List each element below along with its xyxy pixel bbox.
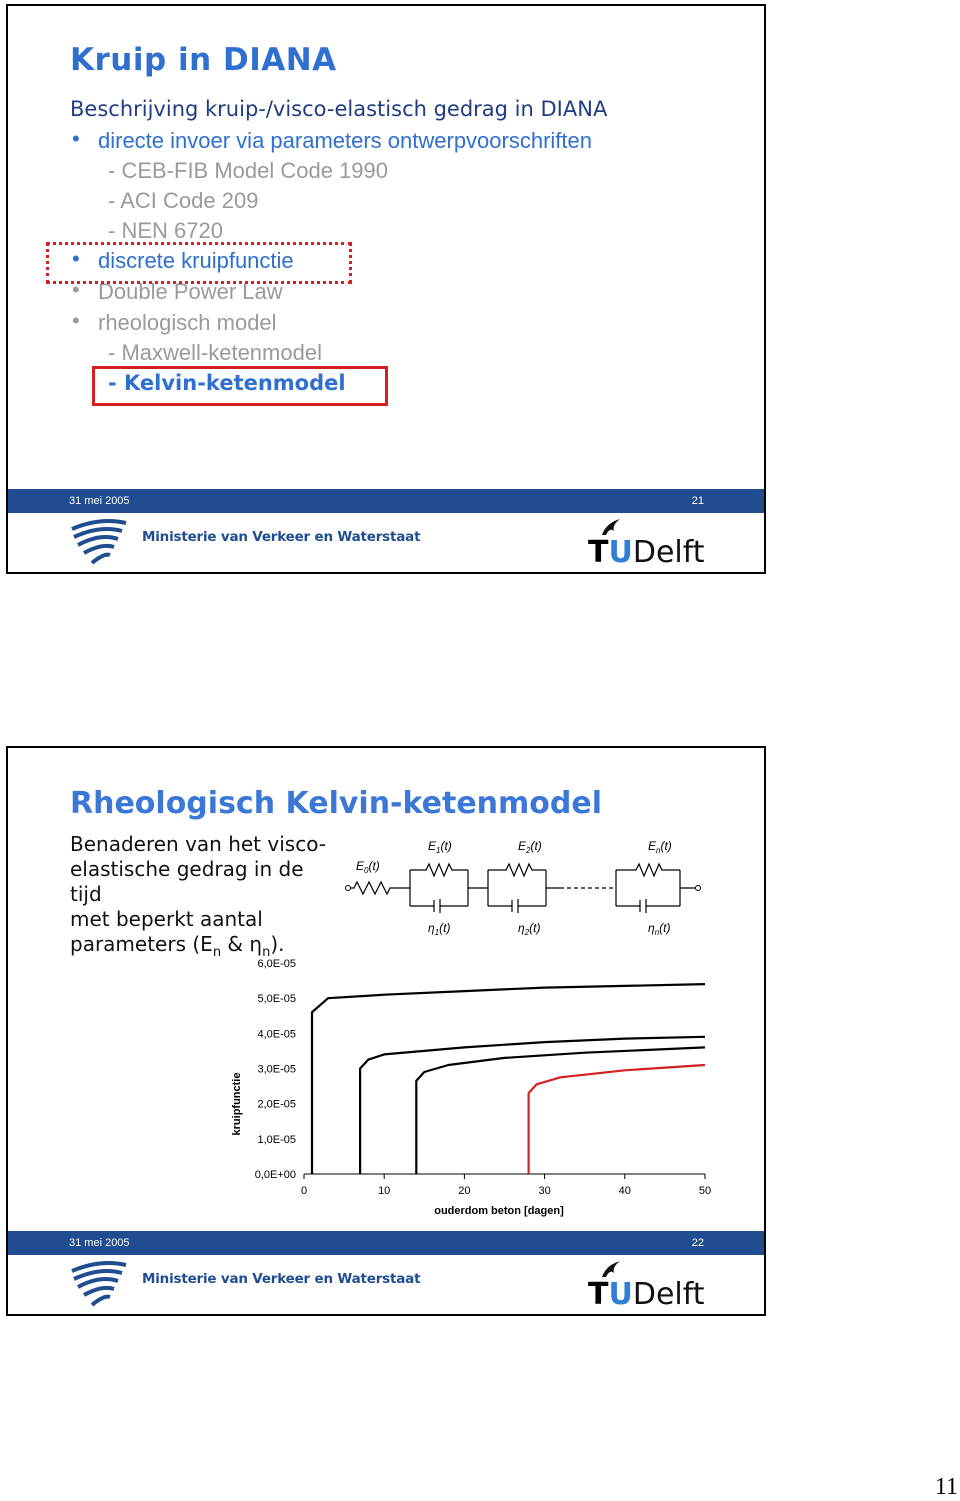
etan-label: $\eta_n(t)$ <box>648 921 671 937</box>
ministry-logo-icon <box>70 1259 130 1311</box>
x-tick-label: 50 <box>698 1185 712 1197</box>
ministry-logo-icon <box>70 517 130 569</box>
kelvin-chain-diagram <box>344 832 724 942</box>
bullet-rheologisch-model: rheologisch model <box>98 310 277 335</box>
x-tick-label: 0 <box>300 1185 308 1197</box>
footer-page-number: 21 <box>691 495 704 507</box>
bullet-dot: • <box>72 246 80 271</box>
e1-label: $E_1(t)$ <box>428 839 452 855</box>
eta1-label: $\eta_1(t)$ <box>428 921 451 937</box>
bullet-dot: • <box>72 308 80 333</box>
sub-item-kelvin: - Kelvin-ketenmodel <box>108 371 346 395</box>
x-tick-label: 30 <box>538 1185 551 1197</box>
x-tick-label: 40 <box>618 1185 631 1197</box>
y-tick-label: 2,0E-05 <box>257 1098 296 1111</box>
tu-flame-icon <box>598 1259 624 1279</box>
sub-item-ceb-fib: - CEB-FIB Model Code 1990 <box>108 158 389 183</box>
tu-delft-logo: TUDelft <box>588 535 705 570</box>
slide-footer <box>8 1231 764 1255</box>
slide-description: Benaderen van het visco- elastische gedrag in de tijd met beperkt aantal parameters ($E_n$ & $\eta_n$). <box>70 832 327 960</box>
ministry-name: Ministerie van Verkeer en Waterstaat <box>142 1271 421 1287</box>
bullet-dot: • <box>72 277 80 302</box>
y-tick-label: 1,0E-05 <box>257 1133 296 1146</box>
y-axis-label: kruipfunctie <box>231 1072 243 1136</box>
bullet-dot: • <box>72 126 80 151</box>
slide-21 <box>6 4 766 574</box>
slide-body <box>8 6 764 486</box>
highlight-dotted-box <box>46 242 352 284</box>
tu-flame-icon <box>598 517 624 537</box>
e2-label: $E_2(t)$ <box>518 839 542 855</box>
x-tick-label: 10 <box>378 1185 391 1197</box>
footer-date: 31 mei 2005 <box>69 1237 130 1249</box>
series-line-1 <box>312 984 705 1174</box>
eta2-label: $\eta_2(t)$ <box>518 921 541 937</box>
series-line-4 <box>529 1065 705 1174</box>
logo-bar <box>8 513 764 573</box>
footer-page-number: 22 <box>691 1237 704 1249</box>
y-tick-label: 4,0E-05 <box>257 1028 296 1041</box>
series-line-2 <box>360 1037 705 1174</box>
y-tick-label: 6,0E-05 <box>257 958 296 970</box>
x-tick-label: 20 <box>458 1185 471 1197</box>
y-tick-label: 5,0E-05 <box>257 993 296 1006</box>
logo-bar <box>8 1255 764 1315</box>
creep-function-chart <box>8 946 748 1226</box>
slide-22 <box>6 746 766 1316</box>
sub-item-aci: - ACI Code 209 <box>108 188 259 213</box>
slide-title: Kruip in DIANA <box>70 42 337 78</box>
bullet-discrete-kruipfunctie: discrete kruipfunctie <box>98 248 294 273</box>
body-heading: Beschrijving kruip-/visco-elastisch gedrag in DIANA <box>70 97 608 121</box>
slide-title: Rheologisch Kelvin-ketenmodel <box>70 786 603 821</box>
ministry-name: Ministerie van Verkeer en Waterstaat <box>142 529 421 545</box>
slide-footer <box>8 489 764 513</box>
y-tick-label: 3,0E-05 <box>257 1063 296 1076</box>
series-line-3 <box>416 1047 705 1174</box>
en-label: $E_n(t)$ <box>648 839 672 855</box>
footer-date: 31 mei 2005 <box>69 495 130 507</box>
highlight-solid-box <box>92 366 388 406</box>
e0-label: $E_0(t)$ <box>356 859 380 875</box>
tu-delft-logo: TUDelft <box>588 1277 705 1312</box>
y-tick-label: 0,0E+00 <box>254 1169 296 1181</box>
sub-item-maxwell: - Maxwell-ketenmodel <box>108 340 322 365</box>
bullet-direct-invoer: directe invoer via parameters ontwerpvoorschriften <box>98 128 593 153</box>
sub-item-nen: - NEN 6720 <box>108 218 223 243</box>
bullet-double-power-law: Double Power Law <box>98 279 283 304</box>
x-axis-label: ouderdom beton [dagen] <box>434 1205 564 1217</box>
document-page-number: 11 <box>934 1474 958 1500</box>
